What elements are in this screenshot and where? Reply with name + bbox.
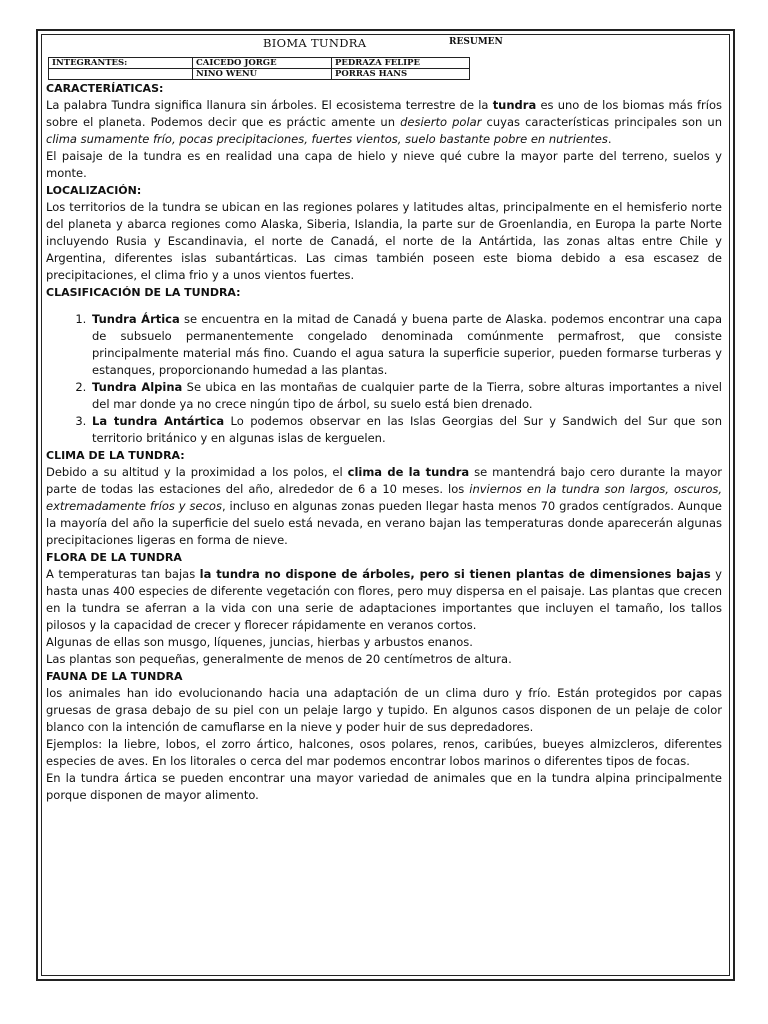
document-tag: RESUMEN <box>449 37 503 47</box>
paragraph-fauna-2: Ejemplos: la liebre, lobos, el zorro ártico, halcones, osos polares, renos, caribúes, bueyes almizcleros, diferentes especies de aves. En los litorales o cerca del mar podemos encontrar lobos marinos o diferentes tipos de focas. <box>46 737 722 768</box>
bold-span: tundra <box>492 98 537 112</box>
member-name: CAICEDO JORGE <box>193 58 332 69</box>
member-name: NIÑO WENÚ <box>193 69 332 80</box>
document-title: BIOMA TUNDRA <box>263 36 367 50</box>
document-body <box>46 80 722 804</box>
members-row <box>49 69 470 80</box>
members-label: INTEGRANTES: <box>49 58 193 69</box>
section-heading-clasificacion: CLASIFICACIÓN DE LA TUNDRA: <box>46 286 241 299</box>
section-heading-flora: FLORA DE LA TUNDRA <box>46 551 182 564</box>
paragraph-flora-3: Las plantas son pequeñas, generalmente de menos de 20 centímetros de altura. <box>46 652 512 666</box>
paragraph-caracteristicas-2: El paisaje de la tundra es en realidad una capa de hielo y nieve qué cubre la mayor parte del terreno, suelos y monte. <box>46 149 722 180</box>
paragraph-fauna-1: los animales han ido evolucionando hacia una adaptación de un clima duro y frío. Están protegidos por capas gruesas de grasa debajo de su piel con un pelaje largo y tupido. En algunos casos disponen de un pelaje de color blanco con la intención de camuflarse en la nieve y poder huir de sus depredadores. <box>46 686 722 734</box>
list-item-term: La tundra Antártica <box>92 414 225 428</box>
section-heading-clima: CLIMA DE LA TUNDRA: <box>46 449 185 462</box>
paragraph-fauna-3: En la tundra ártica se pueden encontrar una mayor variedad de animales que en la tundra alpina principalmente porque disponen de mayor alimento. <box>46 771 722 802</box>
italic-span: clima sumamente frío, pocas precipitaciones, fuertes vientos, suelo bastante pobre en nutrientes <box>46 132 608 146</box>
text-span: es uno de los biomas más fríos sobre el planeta. Podemos decir que es práctic amente un <box>46 98 722 129</box>
text-span: se mantendrá bajo cero durante la mayor parte de todas las estaciones del año, alrededor de 6 a 10 meses. los <box>46 465 722 496</box>
text-span: Debido a su altitud y la proximidad a los polos, el <box>46 465 348 479</box>
list-item-text: Se ubica en las montañas de cualquier parte de la Tierra, sobre alturas importantes a nivel del mar donde ya no crece ningún tipo de árbol, su suelo está bien drenado. <box>92 380 722 411</box>
member-name: PORRAS HANS <box>332 69 470 80</box>
paragraph-localizacion: Los territorios de la tundra se ubican en las regiones polares y latitudes altas, principalmente en el hemisferio norte del planeta y abarca regiones como Alaska, Siberia, Islandia, la parte sur de Groenlandia, en Europa la parte Norte incluyendo Rusia y Escandinavia, el norte de Canadá, el norte de la Antártida, las zonas altas entre Chile y Argentina, diferentes islas subantárticas. Las cimas también poseen este bioma debido a esa escasez de precipitaciones, el clima frio y a unos vientos fuertes. <box>46 200 722 282</box>
members-row <box>49 58 470 69</box>
paragraph-clima <box>46 464 722 549</box>
list-item <box>90 413 722 447</box>
text-span: . <box>607 132 612 146</box>
italic-span: desierto polar <box>400 115 482 129</box>
paragraph-caracteristicas-1 <box>46 97 722 148</box>
list-item-text: Lo podemos observar en las Islas Georgias del Sur y Sandwich del Sur que son territorio británico y en algunas islas de kerguelen. <box>92 414 722 445</box>
text-span: A temperaturas tan bajas <box>46 567 200 581</box>
list-item <box>90 311 722 379</box>
list-item <box>90 379 722 413</box>
paragraph-flora-1 <box>46 566 722 634</box>
list-item-term: Tundra Alpina <box>92 380 183 394</box>
members-empty-cell <box>49 69 193 80</box>
text-span: y hasta unas 400 especies de diferente vegetación con flores, pero muy dispersa en el paisaje. Las plantas que crecen en la tundra se aferran a la vida con una serie de adaptaciones importantes que incluyen el tamaño, los tallos pilosos y la capacidad de crecer y florecer rápidamente en veranos cortos. <box>46 567 722 632</box>
text-span: , incluso en algunas zonas pueden llegar hasta menos 70 grados centígrados. Aunque la mayoría del año la superficie del suelo está nevada, en verano bajan las temperaturas donde aparecerán algunas precipitaciones ligeras en forma de nieve. <box>46 499 722 547</box>
text-span: cuyas características principales son un <box>481 115 722 129</box>
clasificacion-list <box>46 311 722 447</box>
document-header <box>0 36 768 50</box>
bold-span: la tundra no dispone de árboles, pero si tienen plantas de dimensiones bajas <box>199 567 711 581</box>
list-item-text: se encuentra en la mitad de Canadá y buena parte de Alaska. podemos encontrar una capa de subsuelo permanentemente congelado denominada comúnmente permafrost, que consiste principalmente material más fino. Cuando el agua satura la superficie superior, pueden formarse turberas y estanques, proporcionando humedad a las plantas. <box>92 312 723 377</box>
paragraph-flora-2: Algunas de ellas son musgo, líquenes, juncias, hierbas y arbustos enanos. <box>46 635 473 649</box>
section-heading-caracteristicas: CARACTERÍATICAS: <box>46 82 164 95</box>
list-item-term: Tundra Ártica <box>92 312 180 326</box>
section-heading-localizacion: LOCALIZACIÓN: <box>46 184 142 197</box>
text-span: La palabra Tundra significa llanura sin árboles. El ecosistema terrestre de la <box>46 98 493 112</box>
italic-span: inviernos en la tundra son largos, oscuros, extremadamente fríos y secos <box>46 482 723 513</box>
section-heading-fauna: FAUNA DE LA TUNDRA <box>46 670 183 683</box>
member-name: PEDRAZA FELIPE <box>332 58 470 69</box>
bold-span: clima de la tundra <box>347 465 470 479</box>
members-table <box>48 57 470 80</box>
